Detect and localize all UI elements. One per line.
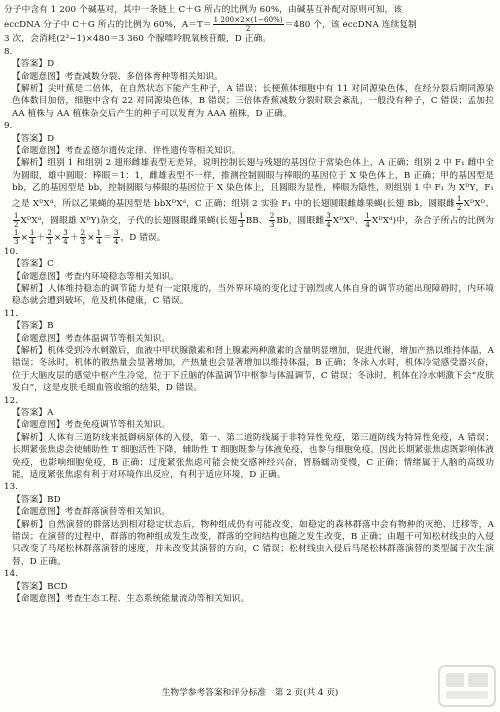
fraction-numerator: 1 [365,211,370,220]
q8-intent: 【命题意图】考查减数分裂、多倍体育种等相关知识。 [12,71,223,82]
fraction-denominator: 4 [365,220,370,229]
fraction-numerator: 1 [14,228,19,237]
q9-analysis [4,157,494,245]
analysis-text: BB、 [245,215,268,226]
q12-answer: 【答案】A [12,407,54,418]
question-number-14: 14. [4,569,19,580]
analysis-text: × [20,232,28,243]
q10-analysis: 【解析】人体维持稳态的调节能力是有一定限度的，当外界环境的变化过于剧烈或人体自身的调节功能出现障碍时，内环境稳态就会遭到破坏，危及机体健康，C 错误。 [12,283,494,307]
question-number-12: 12. [4,395,19,406]
fraction [269,212,276,229]
fraction-numerator: 1 [239,211,244,220]
q8-answer: 【答案】D [12,59,55,70]
analysis-text: Bb，圆眼雌 [276,215,325,226]
fraction [46,229,53,246]
analysis-text: × [53,232,62,243]
fraction-numerator: 2 [47,228,52,237]
q10-answer: 【答案】C [12,259,54,270]
question-number-11: 11. [4,308,19,319]
fraction-numerator: 1 [96,228,102,237]
analysis-text: ＋ [36,232,46,243]
intro-line-3: 3 次，会消耗(2³−1)×480＝3 360 个腺嘌呤脱氧核苷酸，D 正确。 [4,34,272,45]
fraction [213,16,284,33]
question-number-8: 8. [4,46,13,57]
intro-line-2 [4,16,494,33]
fraction-denominator: 2 [245,25,251,34]
fraction-denominator: 2 [14,220,19,229]
fraction [456,195,463,212]
question-number-9: 9. [4,121,13,132]
intro-line-1: 分子中含有 1 200 个碱基对，其中一条链上 C＋G 所占的比例为 60%，由碱基互补配对原则可知，该 [4,5,403,15]
q12-intent: 【命题意图】考查免疫调节等相关知识。 [12,420,171,431]
analysis-text: 【解析】组别 1 和组别 2 翅形雌雄表型无差异，说明控制长翅与残翅的基因位于常染色体上，A 正确；组别 2 中 F₁ 雌中全为圆眼，雄中圆眼：棒眼＝1：1，雌雄表型不一样，推测控制圆眼与棒眼的基因位于 X 染色体上，B 正确；甲的基因型是 bb，乙的基因型是 bb，控制圆眼与棒眼的基因位于 X 染色体上，且圆眼为显性，棒眼为隐性，则组别 1 中 F₁ 为 XᴰY，F₁ 之是 XᴰXᵈ，所以乙果蝇的基因型是 bbXᴰXᵈ，C 正确；组别 2 实验 F₁ 中的长翅圆眼雌雄果蝇(长翅 Bb，圆眼雌 [12,158,494,209]
q9-answer: 【答案】D [12,133,55,144]
fraction-numerator: 2 [80,228,86,237]
q9-intent: 【命题意图】考查孟德尔遗传定律、伴性遗传等相关知识。 [12,146,241,157]
page-footer: 生物学参考答案和评分标准 第 2 页(共 4 页) [161,688,339,698]
q13-intent: 【命题意图】考查群落演替等相关知识。 [12,507,171,518]
fraction [364,212,371,229]
fraction-denominator: 3 [47,237,52,246]
fraction-denominator: 4 [29,237,35,246]
q11-analysis: 【解析】机体受到冷水刺激后，血液中甲状腺激素和肾上腺素两种激素的含量明显增加，促进代谢，增加产热以维持体温，A 错误；冬泳时，机体的散热量会显著增加，产热量也会显著增加以维持体温，B 正确；冬泳入水时，机体冷觉感受器兴奋，位于大脑皮层的感觉中枢产生冷觉，位于下丘脑的体温调节中枢参与体温调节，C 错误；冬泳时，机体在冷水刺激下会“皮肤发白”，这是皮肤毛细血管收缩的结果，D 错误。 [12,345,494,394]
q13-analysis: 【解析】自然演替的群落达到相对稳定状态后，物种组成仍有可能改变，如稳定的森林群落中会有物种的灭绝、迁移等，A 错误；在演替的过程中，群落的物种组成发生改变，群落的空间结构也随之发生改变，B 正确；由题干可知松材线虫的入侵只改变了马尾松林群落演替的速度，并未改变其演替的方向，C 错误；松材线虫入侵后马尾松林群落演替的类型属于次生演替，D 正确。 [12,519,494,567]
q11-answer: 【答案】B [12,321,54,332]
fraction [113,229,120,246]
fraction-numerator: 1 [457,194,462,203]
analysis-text: XᴰXᴰ、 [463,198,494,209]
q14-intent: 【命题意图】考查生态工程、生态系统能量流动等相关知识。 [12,594,250,605]
fraction [96,229,103,246]
fraction-denominator: 4 [63,237,68,246]
fraction-denominator: 3 [14,237,19,246]
question-number-13: 13. [4,482,19,493]
analysis-text: XᴰXᵈ，圆眼雄 XᴰY)杂交，子代的长翅圆眼雌果蝇(长翅 [20,215,238,226]
analysis-text: XᴰXᵈ)中，杂合子所占的比例为 [371,215,494,226]
fraction [325,212,332,229]
fraction-numerator: 3 [63,228,68,237]
q14-answer: 【答案】BCD [12,581,68,592]
answer-content [4,4,494,605]
fraction-numerator: 3 [326,211,331,220]
fraction-denominator: 4 [96,237,102,246]
question-number-10: 10. [4,246,19,257]
intro-text: ＝480 个，该 eccDNA 连续复制 [284,20,417,31]
fraction-denominator: 3 [239,220,244,229]
watermark-logo [438,665,496,707]
fraction-denominator: 2 [457,203,462,212]
fraction-numerator: 1 [14,211,19,220]
analysis-text: ＋ [69,232,79,243]
analysis-text: × [87,232,95,243]
analysis-text: ＝ [103,232,112,243]
fraction-numerator: 3 [113,228,119,237]
fraction-numerator: 2 [269,211,275,220]
fraction-denominator: 4 [113,237,119,246]
q13-answer: 【答案】BD [12,494,61,505]
q11-intent: 【命题意图】考查体温调节等相关知识。 [12,333,171,344]
intro-text: eccDNA 分子中 C＋G 所占的比例为 60%，A＝T＝ [4,20,212,31]
fraction [62,229,69,246]
fraction [238,212,245,229]
analysis-text: XᴰXᴰ、 [332,215,364,226]
fraction-denominator: 3 [80,237,86,246]
fraction-numerator: 1 [29,228,35,237]
fraction [80,229,87,246]
fraction-numerator: 1 200×2×(1−60%) [213,16,283,25]
analysis-text: ，D 错误。 [120,232,166,243]
q8-analysis: 【解析】尖叶蕉是二倍体，在自然状态下能产生种子，A 错误；长梗蕉体细胞中有 11 对同源染色体，在经分裂后期同源染色体数目加倍，细胞中含有 22 对同源染色体，B 错误；三倍体香蕉减数分裂时联会紊乱，一般没有种子，C 错误；孟加拉 AA 植株与 AA 植株杂交后产生的种子可以发育为 AAA 植株，D 正确。 [12,84,494,119]
q12-analysis: 【解析】人体有三道防线来抵御病原体的入侵，第一、第二道防线属于非特异性免疫，第三道防线为特异性免疫，A 错误；长期紧张焦虑会使辅助性 T 细胞活性下降，辅助性 T 细胞既参与体液免疫，也参与细胞免疫，因此长期紧张焦虑既影响体液免疫，也影响细胞免疫，B 正确；过度紧张焦虑可能会使交感神经兴奋，胃肠蠕动变慢，C 正确；情绪属于人脑的高级功能，适度紧张焦虑有利于对环境作出反应，有利于适应环境，D 正确。 [12,432,494,480]
fraction-denominator: 4 [326,220,331,229]
fraction [13,229,20,246]
fraction-denominator: 3 [269,220,275,229]
fraction [29,229,36,246]
fraction [13,212,20,229]
q10-intent: 【命题意图】考查内环境稳态等相关知识。 [12,271,179,282]
